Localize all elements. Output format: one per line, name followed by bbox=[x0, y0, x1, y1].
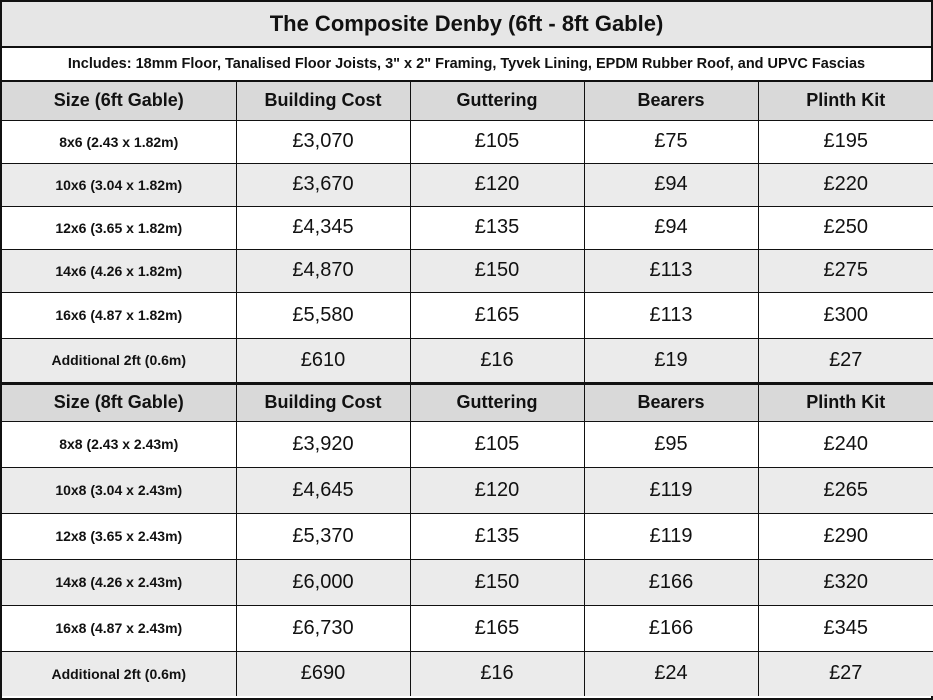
column-header-size: Size (6ft Gable) bbox=[2, 82, 236, 120]
column-header-plinth-kit: Plinth Kit bbox=[758, 82, 933, 120]
table-row bbox=[2, 292, 933, 338]
cell-building-cost: £4,345 bbox=[236, 206, 410, 249]
table-row bbox=[2, 421, 933, 467]
table-row bbox=[2, 559, 933, 605]
cell-guttering: £105 bbox=[410, 421, 584, 467]
cell-plinth-kit: £195 bbox=[758, 120, 933, 163]
column-header-building-cost: Building Cost bbox=[236, 383, 410, 421]
cell-size: 16x6 (4.87 x 1.82m) bbox=[2, 292, 236, 338]
table-row bbox=[2, 651, 933, 696]
table-row bbox=[2, 206, 933, 249]
cell-bearers: £166 bbox=[584, 559, 758, 605]
table-header-row bbox=[2, 383, 933, 421]
cell-bearers: £94 bbox=[584, 163, 758, 206]
cell-plinth-kit: £320 bbox=[758, 559, 933, 605]
cell-plinth-kit: £240 bbox=[758, 421, 933, 467]
cell-bearers: £24 bbox=[584, 651, 758, 696]
cell-building-cost: £5,370 bbox=[236, 513, 410, 559]
cell-size: 10x8 (3.04 x 2.43m) bbox=[2, 467, 236, 513]
column-header-size: Size (8ft Gable) bbox=[2, 383, 236, 421]
cell-size: 14x6 (4.26 x 1.82m) bbox=[2, 249, 236, 292]
cell-plinth-kit: £290 bbox=[758, 513, 933, 559]
cell-bearers: £95 bbox=[584, 421, 758, 467]
cell-size: 12x8 (3.65 x 2.43m) bbox=[2, 513, 236, 559]
cell-bearers: £113 bbox=[584, 292, 758, 338]
cell-building-cost: £6,000 bbox=[236, 559, 410, 605]
cell-guttering: £165 bbox=[410, 605, 584, 651]
cell-size: 12x6 (3.65 x 1.82m) bbox=[2, 206, 236, 249]
cell-plinth-kit: £300 bbox=[758, 292, 933, 338]
table-row bbox=[2, 605, 933, 651]
cell-guttering: £135 bbox=[410, 513, 584, 559]
column-header-guttering: Guttering bbox=[410, 383, 584, 421]
table-row bbox=[2, 513, 933, 559]
cell-bearers: £75 bbox=[584, 120, 758, 163]
page-title: The Composite Denby (6ft - 8ft Gable) bbox=[2, 2, 931, 48]
table-row bbox=[2, 467, 933, 513]
cell-plinth-kit: £275 bbox=[758, 249, 933, 292]
cell-guttering: £135 bbox=[410, 206, 584, 249]
cell-size: 10x6 (3.04 x 1.82m) bbox=[2, 163, 236, 206]
cell-building-cost: £610 bbox=[236, 338, 410, 383]
cell-plinth-kit: £345 bbox=[758, 605, 933, 651]
cell-plinth-kit: £250 bbox=[758, 206, 933, 249]
cell-guttering: £120 bbox=[410, 467, 584, 513]
table-row bbox=[2, 120, 933, 163]
cell-bearers: £19 bbox=[584, 338, 758, 383]
cell-building-cost: £4,645 bbox=[236, 467, 410, 513]
table-row bbox=[2, 163, 933, 206]
cell-building-cost: £6,730 bbox=[236, 605, 410, 651]
price-table bbox=[2, 82, 933, 696]
cell-bearers: £166 bbox=[584, 605, 758, 651]
cell-size: 8x8 (2.43 x 2.43m) bbox=[2, 421, 236, 467]
cell-building-cost: £4,870 bbox=[236, 249, 410, 292]
cell-bearers: £119 bbox=[584, 513, 758, 559]
cell-guttering: £120 bbox=[410, 163, 584, 206]
cell-guttering: £150 bbox=[410, 249, 584, 292]
cell-size: 14x8 (4.26 x 2.43m) bbox=[2, 559, 236, 605]
column-header-bearers: Bearers bbox=[584, 383, 758, 421]
column-header-plinth-kit: Plinth Kit bbox=[758, 383, 933, 421]
column-header-building-cost: Building Cost bbox=[236, 82, 410, 120]
cell-plinth-kit: £27 bbox=[758, 338, 933, 383]
cell-guttering: £165 bbox=[410, 292, 584, 338]
column-header-bearers: Bearers bbox=[584, 82, 758, 120]
cell-building-cost: £690 bbox=[236, 651, 410, 696]
cell-plinth-kit: £265 bbox=[758, 467, 933, 513]
cell-building-cost: £3,670 bbox=[236, 163, 410, 206]
cell-guttering: £16 bbox=[410, 338, 584, 383]
table-row bbox=[2, 338, 933, 383]
cell-bearers: £113 bbox=[584, 249, 758, 292]
cell-bearers: £94 bbox=[584, 206, 758, 249]
cell-guttering: £16 bbox=[410, 651, 584, 696]
cell-building-cost: £3,920 bbox=[236, 421, 410, 467]
cell-guttering: £105 bbox=[410, 120, 584, 163]
cell-size: Additional 2ft (0.6m) bbox=[2, 651, 236, 696]
cell-guttering: £150 bbox=[410, 559, 584, 605]
cell-plinth-kit: £27 bbox=[758, 651, 933, 696]
cell-size: 8x6 (2.43 x 1.82m) bbox=[2, 120, 236, 163]
cell-bearers: £119 bbox=[584, 467, 758, 513]
table-header-row bbox=[2, 82, 933, 120]
cell-building-cost: £3,070 bbox=[236, 120, 410, 163]
cell-building-cost: £5,580 bbox=[236, 292, 410, 338]
cell-size: Additional 2ft (0.6m) bbox=[2, 338, 236, 383]
table-row bbox=[2, 249, 933, 292]
cell-plinth-kit: £220 bbox=[758, 163, 933, 206]
column-header-guttering: Guttering bbox=[410, 82, 584, 120]
includes-subtitle: Includes: 18mm Floor, Tanalised Floor Joists, 3" x 2" Framing, Tyvek Lining, EPDM Rubber Roof, and UPVC Fascias bbox=[2, 48, 931, 82]
cell-size: 16x8 (4.87 x 2.43m) bbox=[2, 605, 236, 651]
